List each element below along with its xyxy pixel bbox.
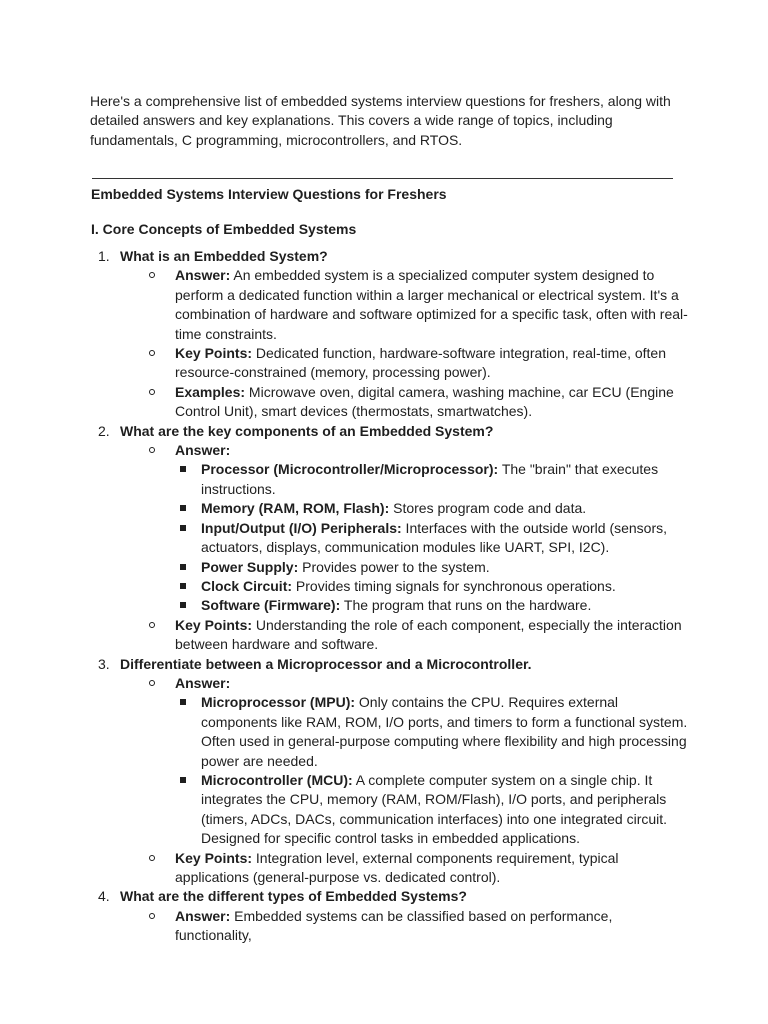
answer-list [120,674,691,887]
question-item [91,247,691,422]
horizontal-rule [92,178,673,179]
answer-item [146,674,691,849]
item-label: Clock Circuit: [201,577,293,594]
answer-list [120,266,691,421]
hollow-bullet-icon [149,272,155,278]
question-text: Differentiate between a Microprocessor and a Microcontroller. [120,655,532,672]
answer-item [146,849,691,888]
answer-item [146,383,691,422]
section-heading: I. Core Concepts of Embedded Systems [91,221,357,237]
answer-item [146,266,691,344]
item-text: Understanding the role of each component, especially the interaction between hardware and software. [175,616,682,653]
hollow-bullet-icon [149,913,155,919]
item-label: Key Points: [175,849,253,866]
item-label: Software (Firmware): [201,597,341,614]
item-text: Microwave oven, digital camera, washing machine, car ECU (Engine Control Unit), smart devices (thermostats, smartwatches). [175,383,674,420]
component-item [175,558,691,577]
component-item [175,577,691,596]
square-bullet-icon [180,583,186,589]
answer-item [146,907,691,946]
item-text: Embedded systems can be classified based on performance, functionality, [175,907,613,944]
component-item [175,596,691,615]
item-text: Integration level, external components requirement, typical applications (general-purpose vs. dedicated control). [175,849,619,885]
item-label: Key Points: [175,616,253,633]
item-text: Provides power to the system. [298,558,490,575]
question-item [91,887,691,945]
square-bullet-icon [180,777,186,783]
answer-list [120,907,691,946]
square-bullet-icon [180,602,186,608]
question-text: What is an Embedded System? [120,248,328,264]
hollow-bullet-icon [149,622,155,628]
item-label: Key Points: [175,345,253,362]
item-text: The "brain" that executes instructions. [201,461,659,497]
item-text: Interfaces with the outside world (sensors, actuators, displays, communication modules like UART, SPI, I2C). [201,519,668,556]
item-text: Only contains the CPU. Requires external components like RAM, ROM, I/O ports, and timers to form a functional system. Often used in general-purpose computing where flexibility and high processing power are needed. [201,694,688,769]
component-list [175,460,691,615]
answer-item [146,616,691,655]
intro-paragraph: Here's a comprehensive list of embedded systems interview questions for freshers, along with detailed answers and key explanations. This covers a wide range of topics, including fundamentals, C programming, microcontrollers, and RTOS. [90,93,671,148]
question-text: What are the key components of an Embedded System? [120,422,494,439]
item-text: Dedicated function, hardware-software integration, real-time, often resource-constrained (memory, processing power). [175,345,667,381]
square-bullet-icon [180,564,186,570]
item-label: Power Supply: [201,558,299,575]
question-number: 4. [98,888,110,905]
square-bullet-icon [180,505,186,511]
comparison-list [175,693,691,848]
hollow-bullet-icon [149,855,155,861]
component-item [175,499,691,518]
item-text: An embedded system is a specialized computer system designed to perform a dedicated function within a larger mechanical or electrical system. It's a combination of hardware and software optimized for a specific task, often with real-time constraints. [175,267,688,342]
item-label: Microprocessor (MPU): [201,694,356,711]
component-item [175,460,691,499]
hollow-bullet-icon [149,447,155,453]
item-label: Memory (RAM, ROM, Flash): [201,500,390,517]
item-label: Answer: [175,907,231,924]
item-label: Input/Output (I/O) Peripherals: [201,519,402,536]
item-label: Answer: [175,674,231,691]
answer-item [146,344,691,383]
item-text: The program that runs on the hardware. [340,597,592,614]
item-label: Microcontroller (MCU): [201,771,353,788]
hollow-bullet-icon [149,350,155,356]
item-text: Provides timing signals for synchronous operations. [292,577,616,594]
item-text: A complete computer system on a single chip. It integrates the CPU, memory (RAM, ROM/Flash), I/O ports, and peripherals (timers, ADCs, DACs, communication interfaces) into one integrated circuit. Designed for specific control tasks in embedded applications. [201,771,668,847]
question-text: What are the different types of Embedded Systems? [120,888,467,905]
square-bullet-icon [180,525,186,531]
square-bullet-icon [180,699,186,705]
item-label: Answer: [175,442,231,459]
item-text: Stores program code and data. [389,500,587,517]
question-number: 3. [98,655,110,672]
document-title: Embedded Systems Interview Questions for Freshers [91,186,447,202]
question-item [91,422,691,655]
comparison-item [175,693,691,771]
item-label: Examples: [175,383,246,400]
comparison-item [175,771,691,849]
answer-list [120,441,691,654]
component-item [175,519,691,558]
question-number: 2. [98,422,110,439]
answer-item [146,441,691,616]
question-list [91,247,691,946]
item-label: Processor (Microcontroller/Microprocessor): [201,461,499,478]
square-bullet-icon [180,466,186,472]
question-number: 1. [98,248,110,264]
hollow-bullet-icon [149,389,155,395]
item-label: Answer: [175,267,231,284]
hollow-bullet-icon [149,680,155,686]
question-item [91,655,691,888]
